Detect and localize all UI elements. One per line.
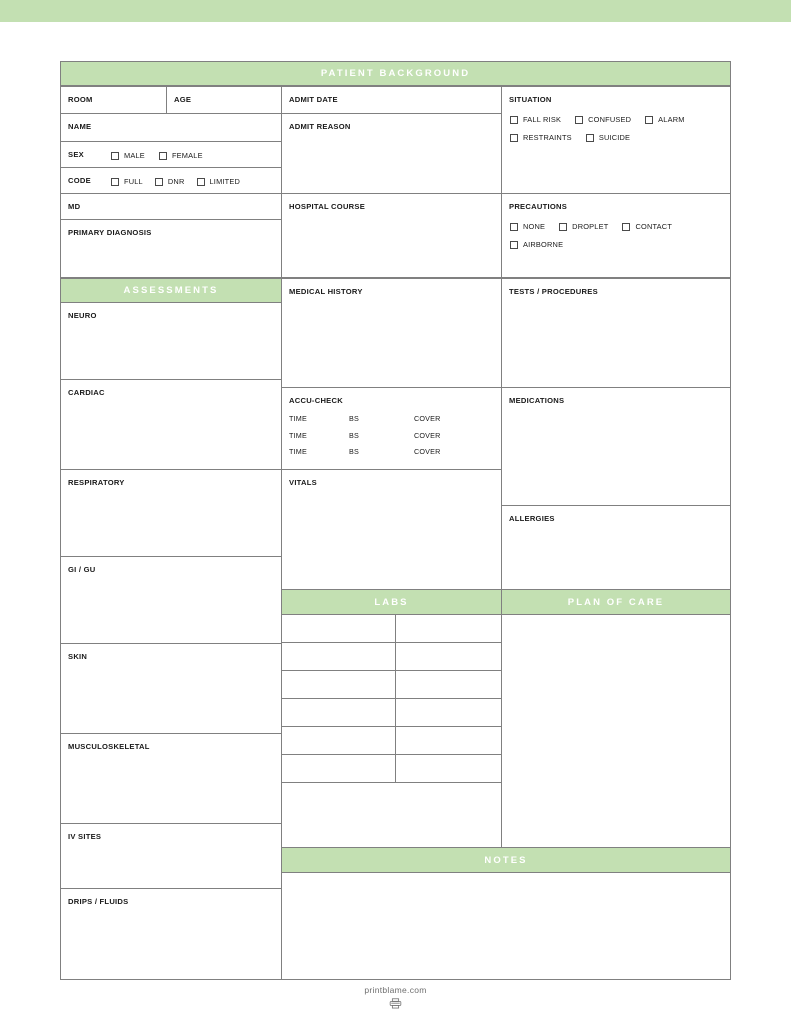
field-hospital-course-label: HOSPITAL COURSE bbox=[289, 202, 366, 211]
assessment-drips-fluids-label: DRIPS / FLUIDS bbox=[68, 897, 129, 906]
accu-check-cover: COVER bbox=[414, 430, 441, 440]
field-tests-procedures[interactable] bbox=[501, 278, 731, 388]
field-md-label: MD bbox=[68, 202, 81, 211]
labs-row-value[interactable] bbox=[395, 698, 502, 727]
field-admit-date[interactable] bbox=[281, 86, 502, 114]
checkbox-precautions-droplet-label: DROPLET bbox=[572, 222, 609, 231]
field-room-label: ROOM bbox=[68, 95, 93, 104]
field-primary-diagnosis-label: PRIMARY DIAGNOSIS bbox=[68, 228, 152, 237]
assessment-drips-fluids[interactable] bbox=[60, 888, 282, 980]
checkbox-box-icon[interactable] bbox=[510, 241, 518, 249]
checkbox-situation-suicide-label: SUICIDE bbox=[598, 133, 631, 142]
checkbox-situation-restraints[interactable] bbox=[510, 133, 572, 142]
field-code-label: CODE bbox=[68, 176, 91, 185]
field-medications-label: MEDICATIONS bbox=[509, 396, 565, 405]
field-md[interactable] bbox=[60, 193, 282, 220]
section-header-assessments-label: ASSESSMENTS bbox=[123, 285, 219, 296]
checkbox-sex-female[interactable] bbox=[159, 151, 203, 160]
sex-checkbox-group bbox=[111, 151, 203, 160]
field-precautions[interactable] bbox=[501, 193, 731, 278]
checkbox-box-icon[interactable] bbox=[575, 116, 583, 124]
field-age-label: AGE bbox=[174, 95, 192, 104]
page-footer bbox=[0, 985, 791, 1009]
field-admit-reason[interactable] bbox=[281, 113, 502, 194]
accu-check-bs: BS bbox=[349, 430, 359, 440]
field-room[interactable] bbox=[60, 86, 167, 114]
section-header-patient-background bbox=[60, 61, 731, 86]
labs-row-value[interactable] bbox=[395, 670, 502, 699]
checkbox-code-limited[interactable] bbox=[197, 177, 241, 186]
checkbox-precautions-none[interactable] bbox=[510, 222, 545, 231]
section-header-patient-background-label: PATIENT BACKGROUND bbox=[320, 68, 471, 79]
field-medications[interactable] bbox=[501, 387, 731, 506]
accu-check-grid bbox=[289, 414, 489, 464]
assessment-iv-sites-label: IV SITES bbox=[68, 832, 102, 841]
field-hospital-course[interactable] bbox=[281, 193, 502, 278]
field-medical-history-label: MEDICAL HISTORY bbox=[289, 287, 363, 296]
checkbox-situation-alarm-label: ALARM bbox=[658, 115, 685, 124]
labs-free-area[interactable] bbox=[281, 782, 502, 848]
field-admit-date-label: ADMIT DATE bbox=[289, 95, 338, 104]
checkbox-situation-suicide[interactable] bbox=[586, 133, 630, 142]
page-top-accent-band bbox=[0, 0, 791, 22]
accu-check-row[interactable] bbox=[289, 447, 489, 464]
field-name-label: NAME bbox=[68, 122, 92, 131]
section-header-labs bbox=[281, 589, 502, 615]
accu-check-time: TIME bbox=[289, 414, 307, 423]
precautions-checkbox-group-row1 bbox=[510, 222, 672, 231]
checkbox-box-icon[interactable] bbox=[510, 134, 518, 142]
field-plan-of-care[interactable] bbox=[501, 614, 731, 848]
checkbox-situation-fall-risk[interactable] bbox=[510, 115, 561, 124]
section-header-plan-of-care bbox=[501, 589, 731, 615]
checkbox-box-icon[interactable] bbox=[510, 116, 518, 124]
checkbox-sex-male[interactable] bbox=[111, 151, 145, 160]
assessment-cardiac[interactable] bbox=[60, 379, 282, 470]
assessment-musculoskeletal-label: MUSCULOSKELETAL bbox=[68, 742, 150, 751]
accu-check-cover: COVER bbox=[414, 414, 441, 423]
field-medical-history[interactable] bbox=[281, 278, 502, 388]
checkbox-situation-confused[interactable] bbox=[575, 115, 631, 124]
field-vitals[interactable] bbox=[281, 469, 502, 590]
accu-check-row[interactable] bbox=[289, 414, 489, 431]
assessment-musculoskeletal[interactable] bbox=[60, 733, 282, 824]
section-header-plan-of-care-label: PLAN OF CARE bbox=[567, 596, 665, 608]
code-checkbox-group bbox=[111, 177, 240, 186]
checkbox-box-icon[interactable] bbox=[159, 152, 167, 160]
assessment-neuro-label: NEURO bbox=[68, 311, 97, 320]
checkbox-box-icon[interactable] bbox=[155, 178, 163, 186]
checkbox-situation-confused-label: CONFUSED bbox=[588, 115, 632, 124]
nursing-report-sheet bbox=[60, 61, 731, 980]
checkbox-box-icon[interactable] bbox=[622, 223, 630, 231]
labs-row-value[interactable] bbox=[395, 754, 502, 783]
printer-icon bbox=[389, 998, 402, 1009]
assessment-skin[interactable] bbox=[60, 643, 282, 734]
section-header-notes bbox=[281, 847, 731, 873]
checkbox-situation-alarm[interactable] bbox=[645, 115, 684, 124]
assessment-respiratory[interactable] bbox=[60, 469, 282, 557]
field-notes[interactable] bbox=[281, 872, 731, 980]
checkbox-sex-male-label: MALE bbox=[124, 151, 145, 160]
checkbox-precautions-airborne[interactable] bbox=[510, 240, 563, 249]
checkbox-box-icon[interactable] bbox=[197, 178, 205, 186]
section-header-notes-label: NOTES bbox=[484, 854, 528, 866]
checkbox-box-icon[interactable] bbox=[645, 116, 653, 124]
labs-row-value[interactable] bbox=[395, 614, 502, 643]
checkbox-box-icon[interactable] bbox=[510, 223, 518, 231]
assessment-iv-sites[interactable] bbox=[60, 823, 282, 889]
field-age[interactable] bbox=[166, 86, 282, 114]
checkbox-code-full-label: FULL bbox=[124, 177, 143, 186]
field-sex[interactable] bbox=[60, 141, 282, 168]
checkbox-precautions-contact[interactable] bbox=[622, 222, 672, 231]
situation-checkbox-group-row1 bbox=[510, 115, 685, 124]
field-allergies-label: ALLERGIES bbox=[509, 514, 555, 523]
assessment-neuro[interactable] bbox=[60, 302, 282, 380]
accu-check-bs: BS bbox=[349, 414, 359, 423]
field-situation-label: SITUATION bbox=[509, 95, 552, 104]
accu-check-cover: COVER bbox=[414, 447, 441, 456]
checkbox-sex-female-label: FEMALE bbox=[171, 151, 203, 160]
field-vitals-label: VITALS bbox=[289, 478, 317, 487]
checkbox-precautions-contact-label: CONTACT bbox=[635, 222, 673, 231]
labs-row-value[interactable] bbox=[395, 642, 502, 671]
footer-site-label: printblame.com bbox=[364, 985, 427, 995]
section-header-assessments bbox=[60, 278, 282, 303]
field-primary-diagnosis[interactable] bbox=[60, 219, 282, 278]
assessment-gi-gu-label: GI / GU bbox=[68, 565, 96, 574]
field-accu-check-label: ACCU-CHECK bbox=[289, 396, 343, 405]
assessment-cardiac-label: CARDIAC bbox=[68, 388, 105, 397]
labs-row-name[interactable] bbox=[281, 642, 396, 671]
section-header-labs-label: LABS bbox=[374, 596, 409, 608]
field-admit-reason-label: ADMIT REASON bbox=[289, 122, 351, 131]
field-sex-label: SEX bbox=[68, 150, 84, 159]
labs-row-name[interactable] bbox=[281, 614, 396, 643]
assessment-skin-label: SKIN bbox=[68, 652, 88, 661]
checkbox-box-icon[interactable] bbox=[586, 134, 594, 142]
checkbox-code-limited-label: LIMITED bbox=[209, 177, 241, 186]
accu-check-time: TIME bbox=[289, 447, 307, 456]
field-code-status[interactable] bbox=[60, 167, 282, 194]
situation-checkbox-group-row2 bbox=[510, 133, 630, 142]
field-tests-procedures-label: TESTS / PROCEDURES bbox=[509, 287, 598, 296]
checkbox-box-icon[interactable] bbox=[559, 223, 567, 231]
field-accu-check[interactable] bbox=[281, 387, 502, 470]
checkbox-code-full[interactable] bbox=[111, 177, 143, 186]
assessment-respiratory-label: RESPIRATORY bbox=[68, 478, 125, 487]
checkbox-code-dnr-label: DNR bbox=[167, 177, 185, 186]
labs-row-name[interactable] bbox=[281, 698, 396, 727]
checkbox-code-dnr[interactable] bbox=[155, 177, 185, 186]
precautions-checkbox-group-row2 bbox=[510, 240, 563, 249]
field-situation[interactable] bbox=[501, 86, 731, 194]
labs-row-name[interactable] bbox=[281, 726, 396, 755]
accu-check-bs: BS bbox=[349, 447, 359, 456]
labs-row-value[interactable] bbox=[395, 726, 502, 755]
checkbox-precautions-droplet[interactable] bbox=[559, 222, 608, 231]
accu-check-row[interactable] bbox=[289, 431, 489, 448]
assessment-gi-gu[interactable] bbox=[60, 556, 282, 644]
checkbox-precautions-none-label: NONE bbox=[523, 222, 546, 231]
labs-row-name[interactable] bbox=[281, 754, 396, 783]
checkbox-box-icon[interactable] bbox=[111, 152, 119, 160]
checkbox-box-icon[interactable] bbox=[111, 178, 119, 186]
checkbox-situation-fall-risk-label: FALL RISK bbox=[523, 115, 562, 124]
checkbox-precautions-airborne-label: AIRBORNE bbox=[523, 240, 564, 249]
checkbox-situation-restraints-label: RESTRAINTS bbox=[523, 133, 572, 142]
labs-row-name[interactable] bbox=[281, 670, 396, 699]
field-name[interactable] bbox=[60, 113, 282, 142]
accu-check-time: TIME bbox=[289, 430, 307, 440]
field-precautions-label: PRECAUTIONS bbox=[509, 202, 568, 211]
field-allergies[interactable] bbox=[501, 505, 731, 590]
